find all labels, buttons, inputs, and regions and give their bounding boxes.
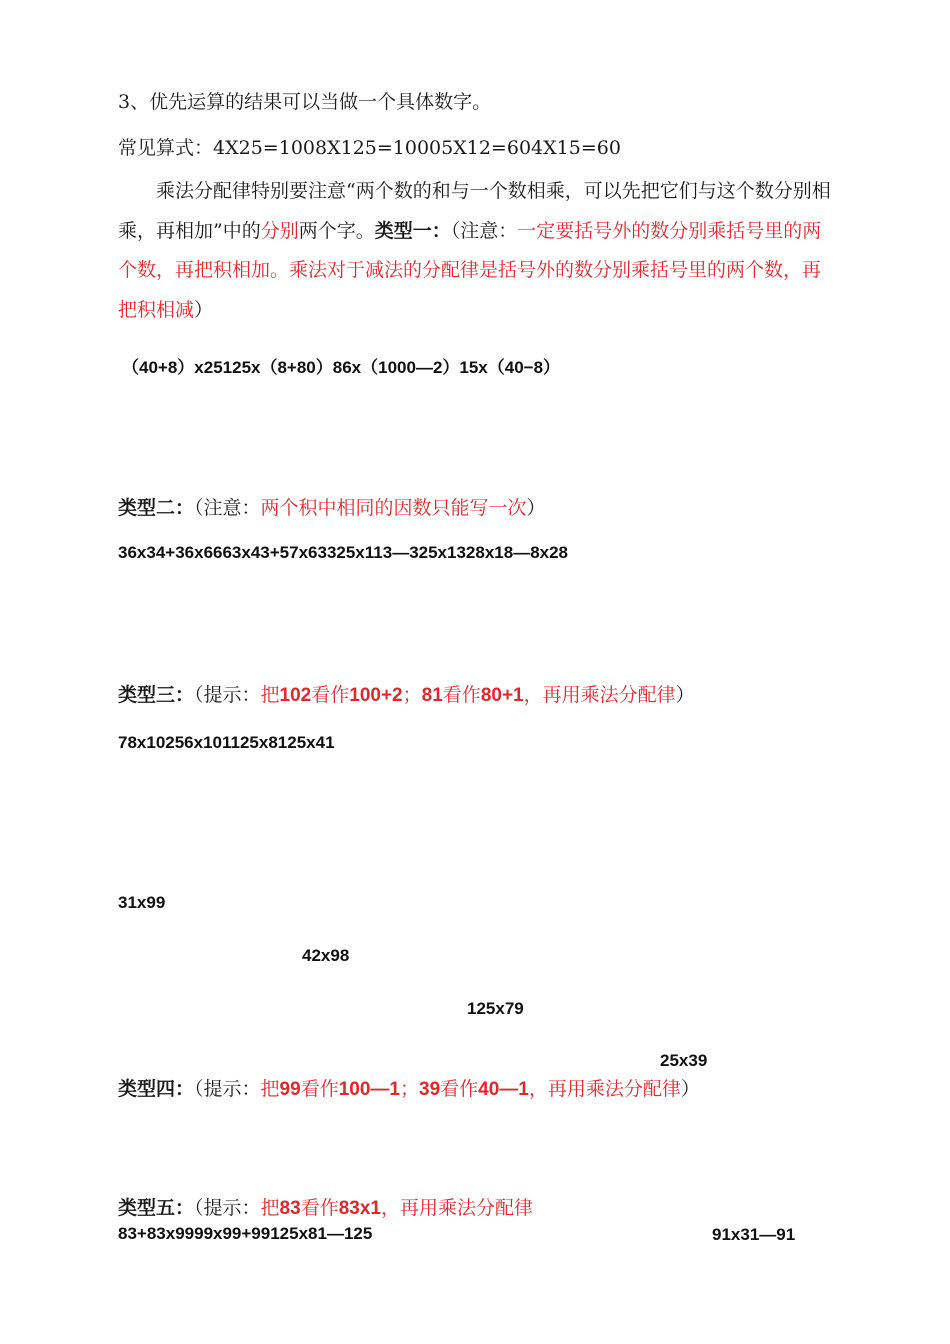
type-4-note-number: 99 [279,1079,301,1100]
type-4-note-part: 看作 [440,1078,479,1100]
type-1-note: 一定要括号外的数分别乘括号里的两个数，再把积相加。乘法对于减法的分配律是括号外的数分别乘括号里的两个数，再把积相减 [118,219,822,321]
type-3-note-close: ） [675,684,695,706]
type-3-note-number: 102 [279,685,312,706]
type-3-note-part: 看作 [311,684,350,706]
type-2-exercises: 36x34+36x6663x43+57x63325x113—325x1328x18—8x28 [118,543,569,562]
type-4-label: 类型四： [118,1078,195,1100]
rule-text-a: 乘法分配律特别要注意“两个数的和与一个数相乘，可以先把它们与这个数分别相乘，再相加”中的 [118,180,831,242]
type-3-note-number: 100+2 [349,685,403,706]
type-5-note-part: 看作 [300,1197,339,1219]
distributive-law-paragraph [118,172,838,330]
type-2-note-close: ） [526,497,546,519]
type-5-extra-exercise: 91x31—91 [712,1225,796,1244]
common-formulas-values: 4X25=1008X125=10005X12=604X15=60 [213,137,621,159]
type-3-exercises: 78x10256x101125x8125x41 [118,733,335,752]
rule-text-b: 两个字。 [298,219,375,242]
type-5-note-number: 83x1 [338,1198,381,1219]
type-3-extra-exercise: 31x99 [118,893,166,912]
common-formulas-line [118,136,621,160]
type-2-label: 类型二： [118,497,195,519]
type-4-note-number: 40—1 [478,1079,529,1100]
common-formulas-label: 常见算式： [118,137,214,159]
type-3-note-part: 把 [260,684,280,706]
type-4-note-part: ； [399,1078,419,1100]
type-3-extra-exercise: 42x98 [302,946,350,965]
type-4-note-number: 39 [419,1079,441,1100]
type-4-note-part: 看作 [300,1078,339,1100]
type-5-heading [118,1196,533,1221]
type-5-note-number: 83 [279,1198,301,1219]
type-4-note-close: ） [680,1078,700,1100]
type-3-note-number: 81 [421,685,443,706]
type-4-note-open: （提示： [194,1078,261,1100]
type-1-note-close: ） [194,298,214,321]
type-4-note-part: 把 [260,1078,280,1100]
type-1-note-open: （注意： [450,219,518,242]
type-3-heading [118,683,695,708]
type-3-extra-exercise: 25x39 [660,1051,708,1070]
type-1-exercises: （40+8）x25125x（8+80）86x（1000—2）15x（40−8） [122,358,561,377]
type-3-note-open: （提示： [194,684,261,706]
type-4-heading [118,1077,700,1102]
type-3-note-part: 看作 [442,684,481,706]
type-5-label: 类型五： [118,1197,195,1219]
type-4-note-part: ，再用乘法分配律 [528,1078,681,1100]
rule-highlight: 分别 [260,219,299,242]
type-5-exercises: 83+83x9999x99+99125x81—125 [118,1224,373,1243]
type-5-note-open: （提示： [194,1197,261,1219]
type-2-note-open: （注意： [194,497,261,519]
point-3-text: 3、优先运算的结果可以当做一个具体数字。 [118,91,492,113]
type-3-note-part: ； [402,684,422,706]
type-3-note-part: ，再用乘法分配律 [523,684,676,706]
type-2-note: 两个积中相同的因数只能写一次 [260,497,527,519]
type-3-label: 类型三： [118,684,195,706]
type-4-note-number: 100—1 [338,1079,400,1100]
type-5-note-part: 把 [260,1197,280,1219]
type-5-note-part: ，再用乘法分配律 [380,1197,533,1219]
type-1-label: 类型一： [374,219,451,242]
type-3-extra-exercise: 125x79 [467,999,524,1018]
type-3-note-number: 80+1 [480,685,524,706]
type-2-heading [118,496,546,520]
